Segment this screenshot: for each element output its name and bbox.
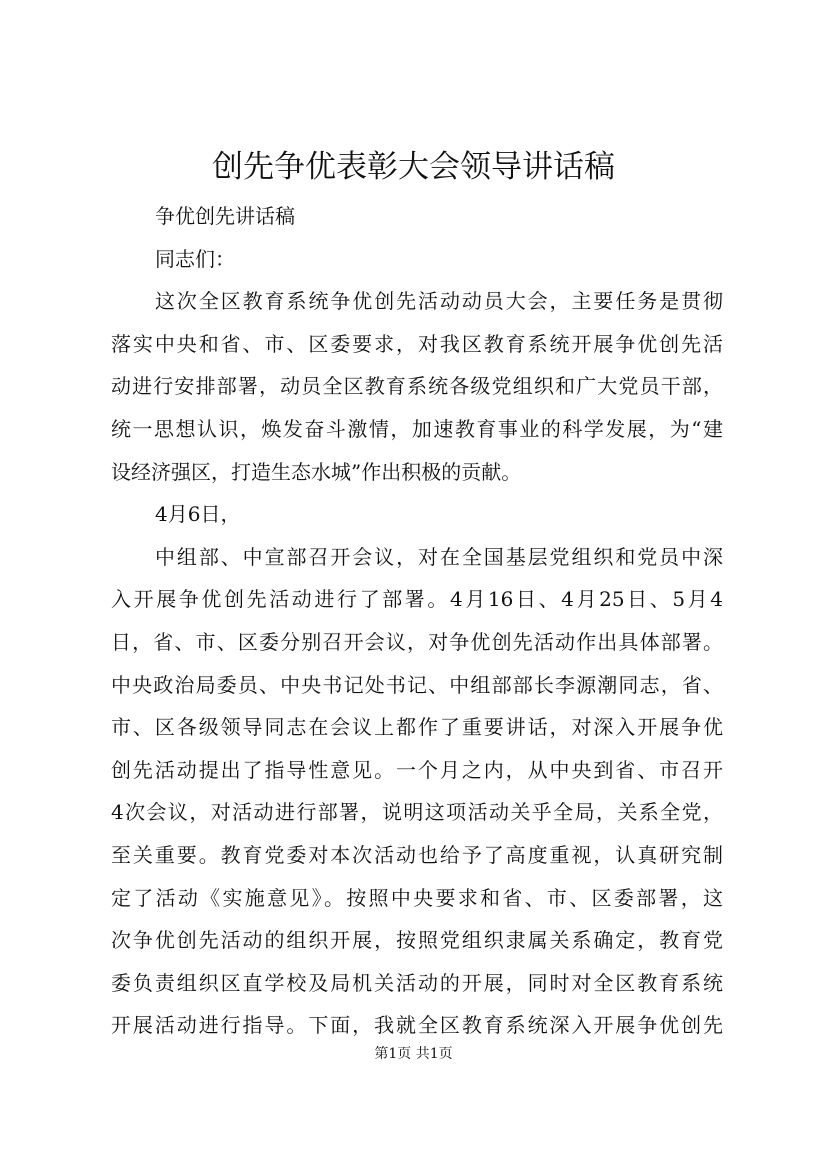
paragraph-1-line: 这次全区教育系统争优创先活动动员大会，主要任务是贯彻 xyxy=(155,289,723,314)
paragraph-2-line: 市、区各级领导同志在会议上都作了重要讲话，对深入开展争优 xyxy=(111,715,723,740)
page-footer: 第1页 共1页 xyxy=(374,1046,453,1062)
paragraph-2-line: 入开展争优创先活动进行了部署。4月16日、4月25日、5月4 xyxy=(111,587,723,612)
subtitle: 争优创先讲话稿 xyxy=(155,204,295,228)
document-body xyxy=(111,195,723,1047)
paragraph-2-line: 至关重要。教育党委对本次活动也给予了高度重视，认真研究制 xyxy=(111,842,723,867)
document-title: 创先争优表彰大会领导讲话稿 xyxy=(212,149,615,185)
paragraph-2-line: 次争优创先活动的组织开展，按照党组织隶属关系确定，教育党 xyxy=(111,928,723,953)
paragraph-1-line: 设经济强区，打造生态水城”作出积极的贡献。 xyxy=(111,459,522,484)
paragraph-2-line: 日，省、市、区委分别召开会议，对争优创先活动作出具体部署。 xyxy=(111,629,723,654)
paragraph-2-line: 4次会议，对活动进行部署，说明这项活动关乎全局，关系全党， xyxy=(111,800,723,825)
paragraph-2-line: 创先活动提出了指导性意见。一个月之内，从中央到省、市召开 xyxy=(111,757,723,782)
greeting: 同志们： xyxy=(155,246,235,271)
date-line: 4月6日， xyxy=(155,502,241,527)
paragraph-1-line: 统一思想认识，焕发奋斗激情，加速教育事业的科学发展，为“建 xyxy=(111,416,723,441)
paragraph-1-line: 落实中央和省、市、区委要求，对我区教育系统开展争优创先活 xyxy=(111,331,723,356)
paragraph-2-line: 开展活动进行指导。下面，我就全区教育系统深入开展争优创先 xyxy=(111,1013,723,1038)
paragraph-1-line: 动进行安排部署，动员全区教育系统各级党组织和广大党员干部， xyxy=(111,374,723,399)
paragraph-2-line: 委负责组织区直学校及局机关活动的开展，同时对全区教育系统 xyxy=(111,970,723,995)
paragraph-2-line: 定了活动《实施意见》。按照中央要求和省、市、区委部署，这 xyxy=(111,885,723,910)
paragraph-2-line: 中组部、中宣部召开会议，对在全国基层党组织和党员中深 xyxy=(155,544,723,569)
paragraph-2-line: 中央政治局委员、中央书记处书记、中组部部长李源潮同志，省、 xyxy=(111,672,723,697)
